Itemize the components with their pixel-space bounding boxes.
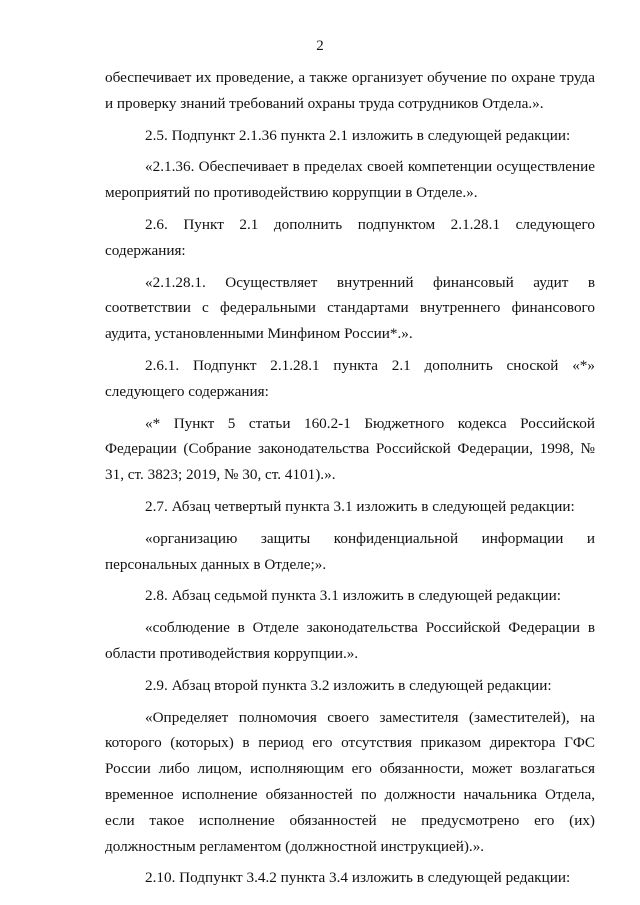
paragraph: «Определяет полномочия своего заместителя (заместителей), на которого (которых) в период его отсутствия приказом директора ГФС России либо лицом, исполняющим его обязанности, может возлагаться временное исполнение обязанностей по должности начальника Отдела, если такое исполнение обязанностей не предусмотрено его (их) должностным регламентом (должностной инструкцией).».: [105, 708, 595, 855]
paragraph: 2.5. Подпункт 2.1.36 пункта 2.1 изложить в следующей редакции:: [145, 126, 571, 144]
page-number: 2: [316, 38, 324, 54]
paragraph: 2.9. Абзац второй пункта 3.2 изложить в следующей редакции:: [145, 676, 552, 694]
paragraph: 2.7. Абзац четвертый пункта 3.1 изложить в следующей редакции:: [145, 497, 575, 515]
paragraph: «* Пункт 5 статьи 160.2-1 Бюджетного кодекса Российской Федерации (Собрание законодательства Российской Федерации, 1998, № 31, ст. 3823; 2019, № 30, ст. 4101).».: [105, 414, 595, 484]
paragraph: 2.8. Абзац седьмой пункта 3.1 изложить в следующей редакции:: [145, 587, 561, 605]
document-body: [105, 65, 595, 891]
paragraph: «соблюдение в Отделе законодательства Российской Федерации в области противодействия коррупции.».: [105, 619, 595, 662]
paragraph: обеспечивает их проведение, а также организует обучение по охране труда и проверку знаний требований охраны труда сотрудников Отдела.».: [105, 69, 595, 112]
paragraph: 2.6. Пункт 2.1 дополнить подпунктом 2.1.28.1 следующего содержания:: [105, 215, 595, 259]
paragraph: «организацию защиты конфиденциальной информации и персональных данных в Отделе;».: [105, 529, 595, 573]
paragraph: 2.10. Подпункт 3.4.2 пункта 3.4 изложить в следующей редакции:: [145, 869, 571, 887]
paragraph: «2.1.28.1. Осуществляет внутренний финансовый аудит в соответствии с федеральными стандартами внутреннего финансового аудита, установленными Минфином России*.».: [105, 273, 595, 343]
paragraph: «2.1.36. Обеспечивает в пределах своей компетенции осуществление мероприятий по противодействию коррупции в Отделе.».: [105, 158, 595, 202]
paragraph: 2.6.1. Подпункт 2.1.28.1 пункта 2.1 дополнить сноской «*» следующего содержания:: [105, 356, 595, 400]
